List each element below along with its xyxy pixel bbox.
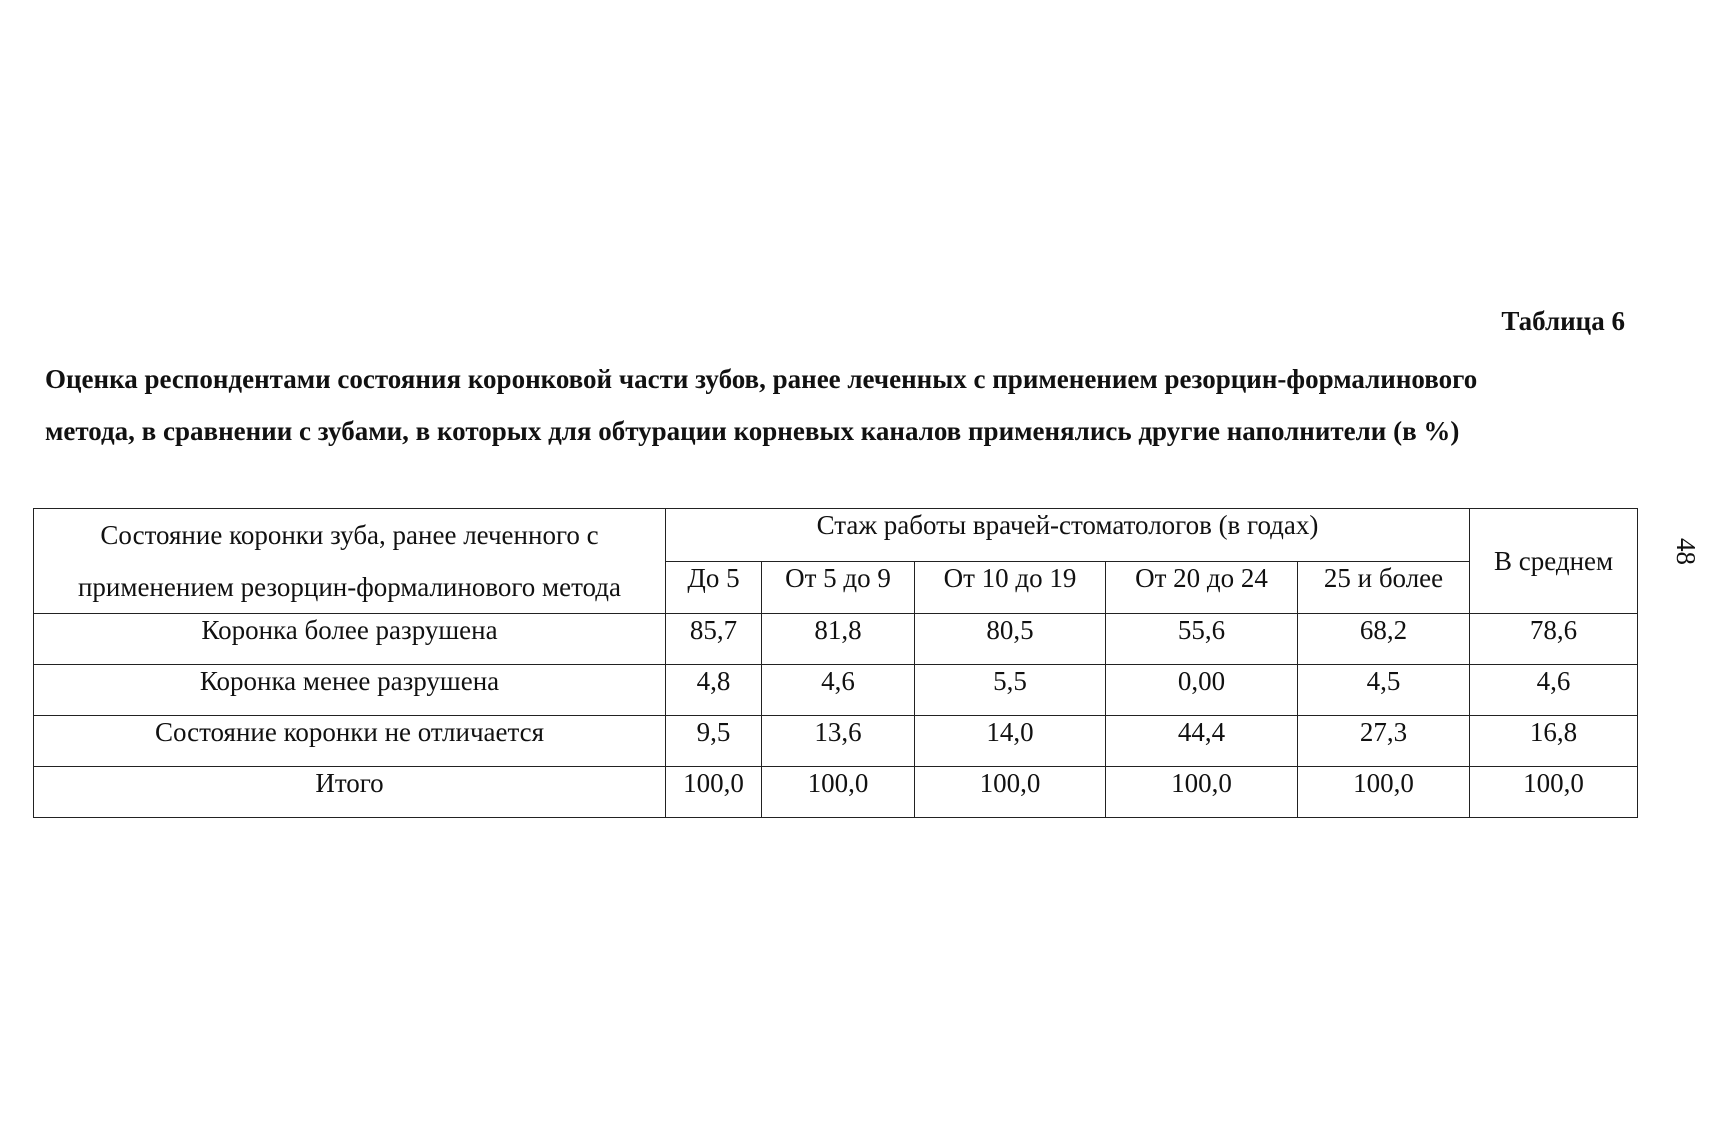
value-cell: 4,6 bbox=[762, 665, 915, 716]
column-header: До 5 bbox=[666, 561, 762, 614]
stub-header-line-1: Состояние коронки зуба, ранее леченного с bbox=[100, 520, 599, 550]
value-cell: 4,5 bbox=[1298, 665, 1470, 716]
table-row bbox=[34, 665, 1638, 716]
value-cell: 9,5 bbox=[666, 716, 762, 767]
column-header: 25 и более bbox=[1298, 561, 1470, 614]
caption-line-2: метода, в сравнении с зубами, в которых для обтурации корневых каналов применялись другие наполнители (в %) bbox=[45, 416, 1460, 446]
column-header: От 5 до 9 bbox=[762, 561, 915, 614]
average-cell: 100,0 bbox=[1470, 767, 1638, 818]
value-cell: 44,4 bbox=[1106, 716, 1298, 767]
stub-header-line-2: применением резорцин-формалинового метода bbox=[77, 572, 622, 602]
value-cell: 68,2 bbox=[1298, 614, 1470, 665]
value-cell: 100,0 bbox=[762, 767, 915, 818]
caption-line-1: Оценка респондентами состояния коронковой части зубов, ранее леченных с применением резорцин-формалинового bbox=[45, 364, 1478, 394]
row-label: Коронка более разрушена bbox=[34, 614, 666, 665]
column-header: От 20 до 24 bbox=[1106, 561, 1298, 614]
value-cell: 100,0 bbox=[1298, 767, 1470, 818]
table-row-total bbox=[34, 767, 1638, 818]
value-cell: 0,00 bbox=[1106, 665, 1298, 716]
value-cell: 80,5 bbox=[915, 614, 1106, 665]
value-cell: 4,8 bbox=[666, 665, 762, 716]
row-label: Коронка менее разрушена bbox=[34, 665, 666, 716]
average-cell: 4,6 bbox=[1470, 665, 1638, 716]
data-table bbox=[33, 508, 1638, 818]
value-cell: 100,0 bbox=[1106, 767, 1298, 818]
value-cell: 27,3 bbox=[1298, 716, 1470, 767]
table-caption bbox=[45, 353, 1635, 457]
average-cell: 16,8 bbox=[1470, 716, 1638, 767]
stub-header-cell bbox=[34, 509, 666, 614]
table-row bbox=[34, 614, 1638, 665]
experience-group-header: Стаж работы врачей-стоматологов (в годах) bbox=[666, 509, 1470, 562]
row-label: Итого bbox=[34, 767, 666, 818]
header-row-1 bbox=[34, 509, 1638, 562]
value-cell: 100,0 bbox=[666, 767, 762, 818]
column-header: От 10 до 19 bbox=[915, 561, 1106, 614]
row-label: Состояние коронки не отличается bbox=[34, 716, 666, 767]
table-number: Таблица 6 bbox=[1501, 306, 1625, 336]
value-cell: 55,6 bbox=[1106, 614, 1298, 665]
value-cell: 14,0 bbox=[915, 716, 1106, 767]
value-cell: 81,8 bbox=[762, 614, 915, 665]
value-cell: 85,7 bbox=[666, 614, 762, 665]
table-row bbox=[34, 716, 1638, 767]
value-cell: 5,5 bbox=[915, 665, 1106, 716]
page-number: 48 bbox=[1671, 538, 1701, 565]
average-header: В среднем bbox=[1470, 509, 1638, 614]
value-cell: 100,0 bbox=[915, 767, 1106, 818]
average-cell: 78,6 bbox=[1470, 614, 1638, 665]
value-cell: 13,6 bbox=[762, 716, 915, 767]
